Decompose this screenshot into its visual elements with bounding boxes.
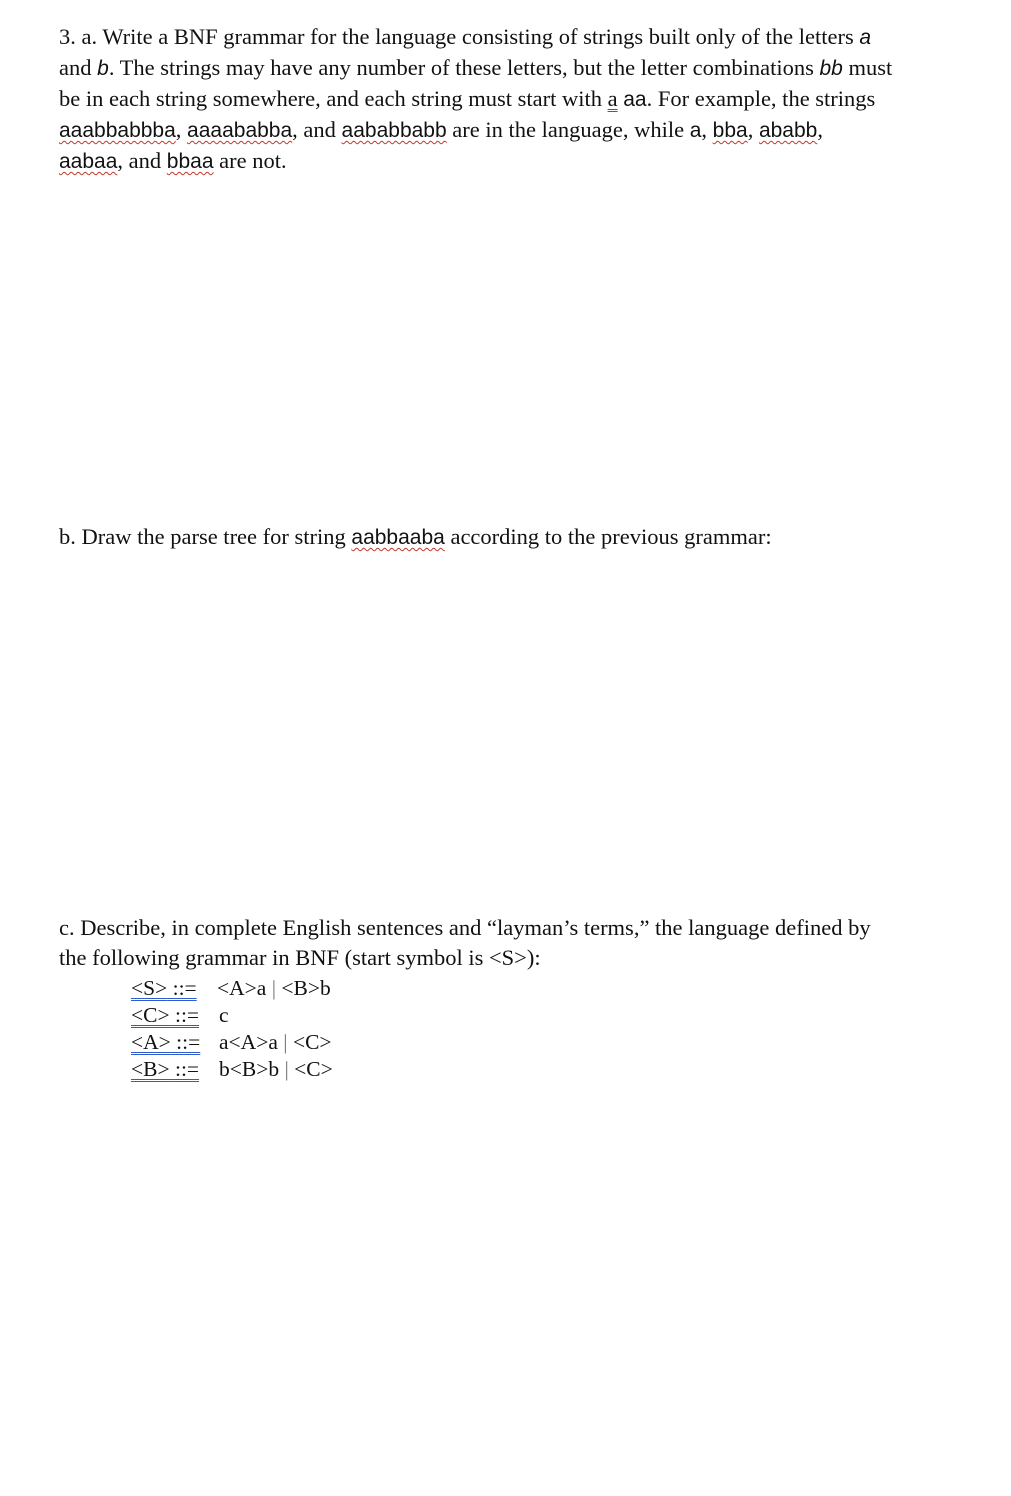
alternative-separator: |	[283, 1030, 288, 1054]
counter-example-2: bba	[712, 119, 748, 142]
start-aa: aa	[623, 88, 647, 111]
example-string-3: aababbabb	[341, 119, 447, 142]
question-3c-line-1: c. Describe, in complete English sentences and “layman’s terms,” the language defined by	[59, 915, 871, 940]
rule-rhs: <A>a	[217, 976, 267, 1000]
question-3a-line-4: aaabbabbba, aaaababba, and aababbabb are in the language, while a, bba, ababb,	[59, 117, 823, 142]
grammar-rule-a	[131, 1029, 333, 1056]
rule-operator: ::=	[169, 1057, 200, 1081]
question-3a-line-2: and b. The strings may have any number of these letters, but the letter combinations bb must	[59, 55, 893, 80]
question-3a	[59, 21, 959, 176]
question-3b-line: b. Draw the parse tree for string aabbaaba according to the previous grammar:	[59, 524, 772, 549]
rule-operator: ::=	[167, 976, 197, 1000]
article-a: a	[607, 86, 618, 111]
nonterminal-c: <C>	[131, 1003, 170, 1027]
nonterminal-s: <S>	[131, 976, 168, 1000]
nonterminal-a: <A>	[131, 1030, 171, 1054]
grammar-rule-s	[131, 975, 333, 1002]
letter-b: b	[97, 57, 109, 80]
parse-string: aabbaaba	[351, 526, 445, 549]
rule-rhs: a<A>a	[219, 1030, 278, 1054]
rule-rhs-alt: <B>b	[281, 976, 331, 1000]
rule-operator: ::=	[169, 1003, 200, 1027]
counter-example-5: bbaa	[166, 150, 214, 173]
question-3c-line-2: the following grammar in BNF (start symbol is <S>):	[59, 945, 541, 970]
counter-example-1: a	[689, 119, 702, 142]
question-3a-line-3: be in each string somewhere, and each string must start with a aa. For example, the strings	[59, 86, 876, 111]
question-3a-line-1: 3. a. Write a BNF grammar for the language consisting of strings built only of the letters a	[59, 24, 872, 49]
bnf-grammar	[131, 975, 333, 1083]
question-3c	[59, 913, 959, 973]
question-3a-line-5: aabaa, and bbaa are not.	[59, 148, 287, 173]
rule-rhs: c	[219, 1003, 229, 1027]
rule-rhs: b<B>b	[219, 1057, 280, 1081]
question-3b	[59, 521, 959, 552]
counter-example-3: ababb	[758, 119, 818, 142]
example-string-2: aaaababba	[187, 119, 293, 142]
grammar-rule-c	[131, 1002, 333, 1029]
nonterminal-b: <B>	[131, 1057, 170, 1081]
rule-operator: ::=	[170, 1030, 201, 1054]
rule-rhs-alt: <C>	[292, 1030, 332, 1054]
alternative-separator: |	[284, 1057, 289, 1081]
grammar-rule-b	[131, 1056, 333, 1083]
alternative-separator: |	[271, 976, 277, 1000]
example-string-1: aaabbabbba	[59, 119, 176, 142]
counter-example-4: aabaa	[59, 150, 118, 173]
rule-rhs-alt: <C>	[294, 1057, 333, 1081]
combo-bb: bb	[819, 57, 843, 80]
letter-a: a	[859, 26, 872, 49]
